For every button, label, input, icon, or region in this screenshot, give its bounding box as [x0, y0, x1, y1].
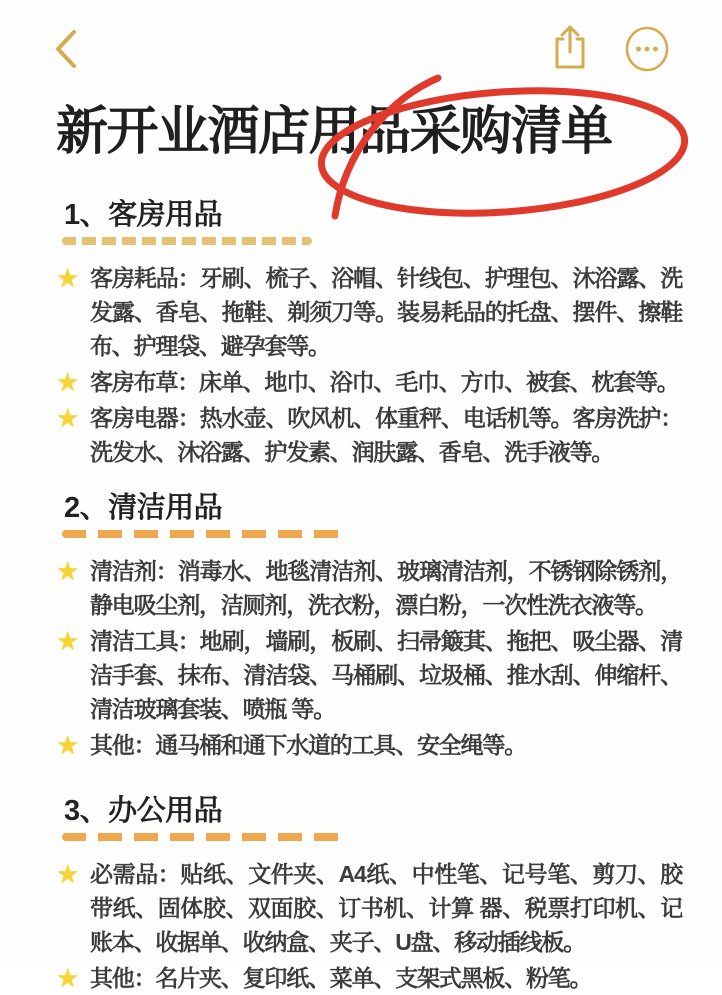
- list-item: [56, 857, 682, 959]
- section-cleaning: [56, 485, 682, 762]
- share-icon: [550, 59, 590, 76]
- star-icon: ★: [56, 730, 80, 760]
- star-icon: ★: [56, 859, 80, 889]
- title-area: [0, 78, 722, 162]
- section-heading: 1、客房用品: [64, 199, 223, 231]
- item-text: 其他：名片夹、复印纸、菜单、支架式黑板、粉笔。: [90, 965, 592, 991]
- item-text: 其他：通马桶和通下水道的工具、安全绳等。: [90, 732, 527, 758]
- dashed-underline: [62, 833, 344, 841]
- item-list: [56, 554, 682, 762]
- ellipsis-icon: [624, 59, 670, 76]
- list-item: [56, 401, 682, 469]
- section-guest-room: [56, 192, 682, 469]
- note-body: [0, 192, 722, 995]
- share-button[interactable]: [550, 24, 590, 77]
- item-text: 必需品：贴纸、文件夹、A4纸、中性笔、记号笔、剪刀、胶带纸、固体胶、双面胶、订书机、计算 器、税票打印机、记账本、收据单、收纳盒、夹子、U盘、移动插线板。: [90, 861, 682, 955]
- item-list: [56, 857, 682, 995]
- list-item: [56, 261, 682, 363]
- section-heading: 3、办公用品: [64, 795, 223, 827]
- item-text: 清洁剂：消毒水、地毯清洁剂、玻璃清洁剂，不锈钢除锈剂，静电吸尘剂，洁厕剂，洗衣粉，漂白粉，一次性洗衣液等。: [90, 558, 682, 618]
- star-icon: ★: [56, 263, 80, 293]
- star-icon: ★: [56, 556, 80, 586]
- item-list: [56, 261, 682, 469]
- list-item: [56, 365, 682, 399]
- page-title: 新开业酒店用品采购清单: [56, 103, 612, 161]
- dashed-underline: [62, 237, 312, 245]
- list-item: [56, 554, 682, 622]
- more-button[interactable]: [624, 24, 670, 77]
- star-icon: ★: [56, 403, 80, 433]
- chevron-left-icon: [50, 59, 84, 76]
- section-office: [56, 788, 682, 995]
- back-button[interactable]: [50, 26, 84, 72]
- dashed-underline: [62, 530, 344, 538]
- list-item: [56, 624, 682, 726]
- navbar: [0, 0, 722, 78]
- star-icon: ★: [56, 367, 80, 397]
- item-text: 清洁工具：地刷，墙刷，板刷、扫帚簸萁、拖把、吸尘器、清洁手套、抹布、清洁袋、马桶刷、垃圾桶、推水刮、伸缩杆、清洁玻璃套装、喷瓶 等。: [90, 628, 682, 722]
- section-heading: 2、清洁用品: [64, 492, 223, 524]
- star-icon: ★: [56, 626, 80, 656]
- list-item: [56, 961, 682, 995]
- item-text: 客房耗品：牙刷、梳子、浴帽、针线包、护理包、沐浴露、洗发露、香皂、拖鞋、剃须刀等。装易耗品的托盘、摆件、擦鞋布、护理袋、避孕套等。: [90, 265, 682, 359]
- star-icon: ★: [56, 963, 80, 993]
- list-item: [56, 728, 682, 762]
- item-text: 客房电器：热水壶、吹风机、体重秤、电话机等。客房洗护：洗发水、沐浴露、护发素、润肤露、香皂、洗手液等。: [90, 405, 682, 465]
- item-text: 客房布草：床单、地巾、浴巾、毛巾、方巾、被套、枕套等。: [90, 369, 679, 395]
